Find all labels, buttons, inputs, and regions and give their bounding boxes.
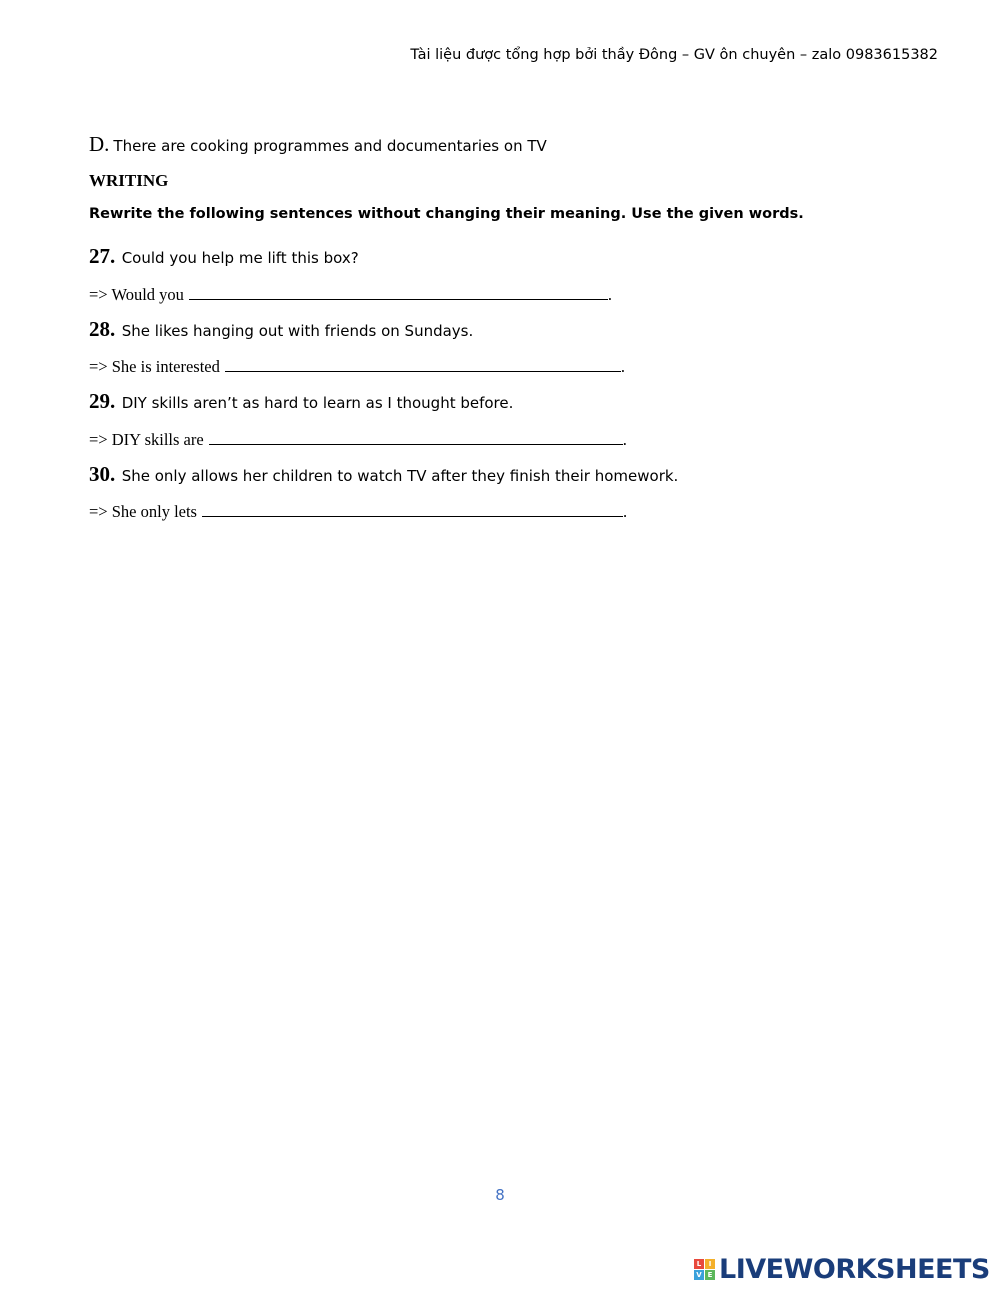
question-number: 28. <box>89 317 116 341</box>
question-29 <box>89 389 513 414</box>
logo-tiles-icon <box>694 1259 715 1280</box>
answer-line-29 <box>89 430 627 450</box>
logo-tile: E <box>705 1270 715 1280</box>
answer-option-d <box>89 132 547 157</box>
answer-prefix: => DIY skills are <box>89 430 204 449</box>
answer-line-28 <box>89 357 625 377</box>
answer-blank[interactable] <box>225 357 621 372</box>
answer-blank[interactable] <box>209 430 623 445</box>
answer-end: . <box>622 502 628 521</box>
page-number: 8 <box>495 1186 505 1204</box>
question-text: She likes hanging out with friends on Sundays. <box>121 322 474 340</box>
answer-end: . <box>620 357 626 376</box>
liveworksheets-logo <box>694 1254 990 1285</box>
logo-text: LIVEWORKSHEETS <box>719 1254 990 1285</box>
logo-tile: V <box>694 1270 704 1280</box>
question-text: DIY skills aren’t as hard to learn as I thought before. <box>121 394 514 412</box>
answer-line-30 <box>89 502 627 522</box>
answer-prefix: => She is interested <box>89 357 220 376</box>
section-heading: WRITING <box>89 171 169 190</box>
question-30 <box>89 462 678 487</box>
question-number: 29. <box>89 389 116 413</box>
answer-blank[interactable] <box>189 285 608 300</box>
answer-line-27 <box>89 285 612 305</box>
question-28 <box>89 317 473 342</box>
answer-end: . <box>622 430 627 449</box>
logo-tile: L <box>694 1259 704 1269</box>
answer-end: . <box>607 285 613 304</box>
question-text: Could you help me lift this box? <box>121 249 359 267</box>
document-header: Tài liệu được tổng hợp bởi thầy Đông – GV ôn chuyên – zalo 0983615382 <box>410 47 938 63</box>
question-number: 27. <box>89 244 116 268</box>
option-letter: D. <box>89 132 110 156</box>
answer-prefix: => Would you <box>89 285 184 304</box>
question-27 <box>89 244 359 269</box>
logo-tile: I <box>705 1259 715 1269</box>
section-instruction: Rewrite the following sentences without changing their meaning. Use the given words. <box>89 206 804 222</box>
question-text: She only allows her children to watch TV after they finish their homework. <box>121 467 679 485</box>
answer-blank[interactable] <box>202 502 623 517</box>
answer-prefix: => She only lets <box>89 502 197 521</box>
option-text: There are cooking programmes and documentaries on TV <box>113 137 547 155</box>
question-number: 30. <box>89 462 116 486</box>
